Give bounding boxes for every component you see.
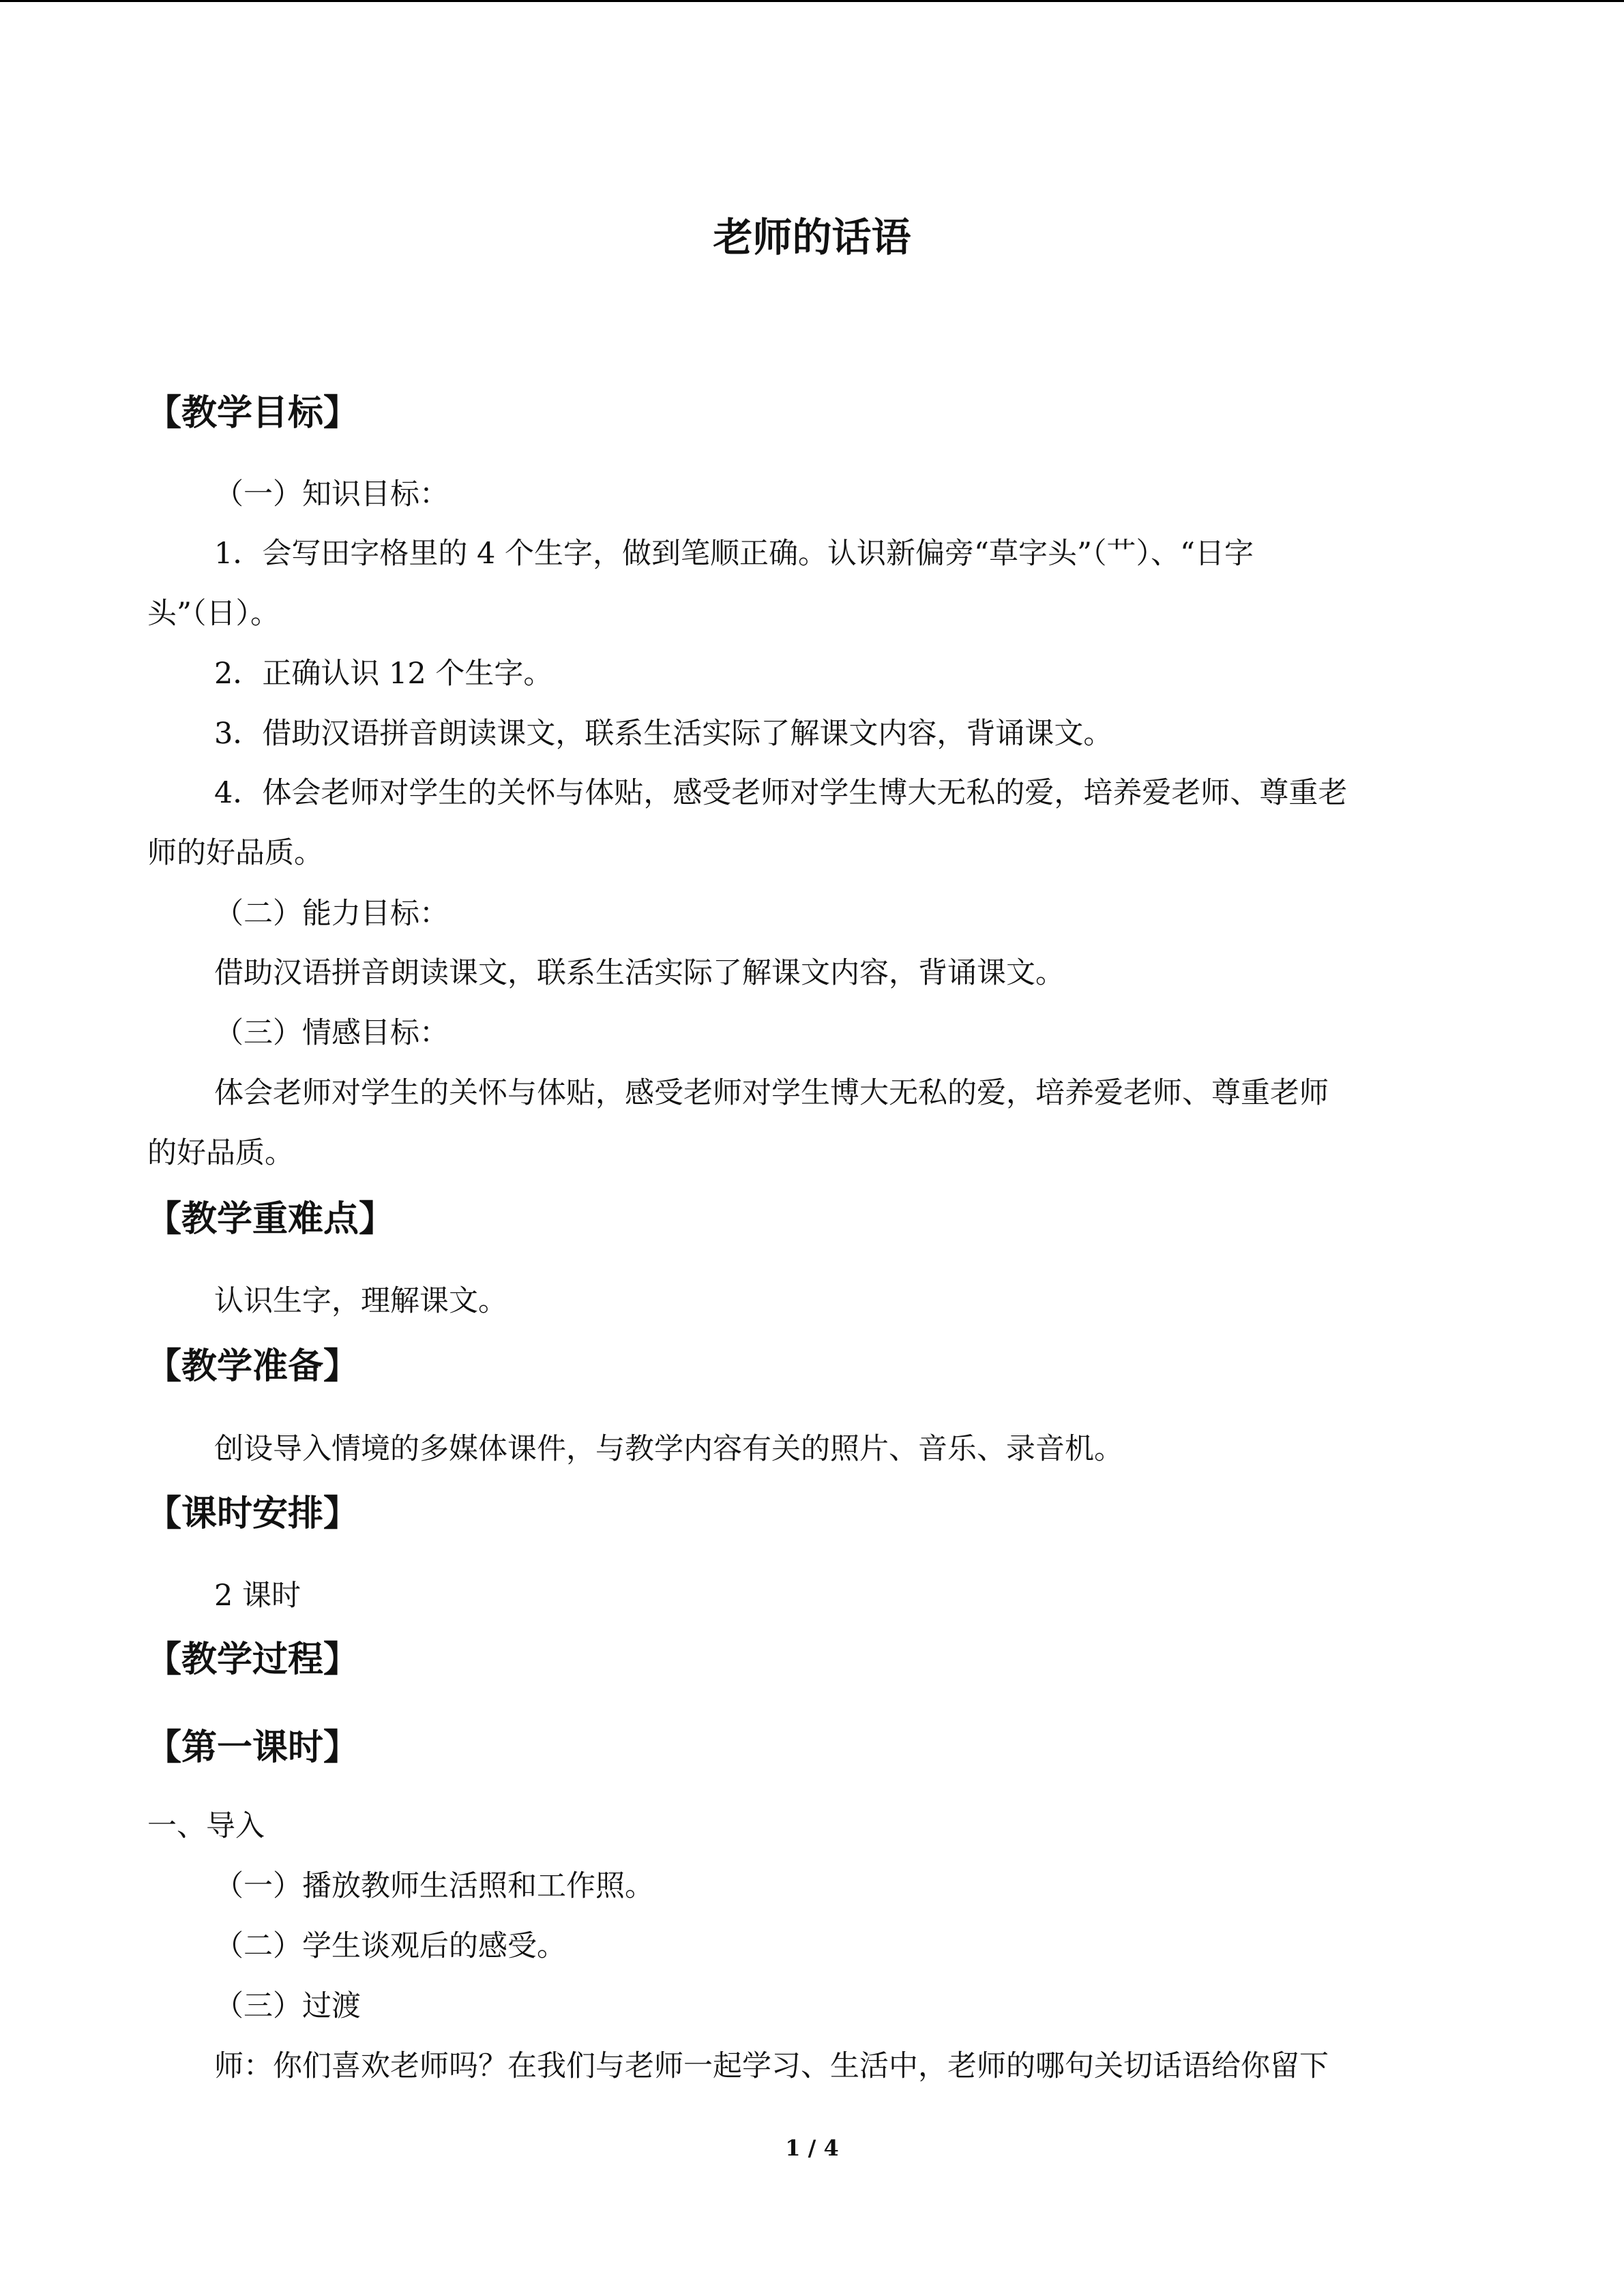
heading-teaching-goals: 【教学目标】 (146, 393, 359, 434)
intro-step-1: （一）播放教师生活照和工作照。 (214, 1869, 654, 1903)
ability-goal-label: （二）能力目标： (214, 897, 449, 931)
key-points-text: 认识生字，理解课文。 (214, 1284, 507, 1318)
emotion-goal-line-2: 的好品质。 (147, 1136, 294, 1170)
page-number: 1 / 4 (785, 2135, 839, 2161)
ability-goal-text: 借助汉语拼音朗读课文，联系生活实际了解课文内容，背诵课文。 (214, 956, 1065, 990)
goal-item-2: 2．正确认识 12 个生字。 (214, 657, 553, 691)
goal-item-4-line-2: 师的好品质。 (147, 836, 323, 870)
document-title: 老师的话语 (713, 214, 911, 260)
knowledge-goal-label: （一）知识目标： (214, 477, 449, 511)
heading-preparation: 【教学准备】 (146, 1346, 359, 1387)
goal-item-1-line-1: 1．会写田字格里的 4 个生字，做到笔顺正确。认识新偏旁“草字头”（艹）、“日字 (214, 537, 1254, 571)
goal-item-1-line-2: 头”（日）。 (147, 597, 280, 631)
section-introduction: 一、导入 (147, 1809, 265, 1843)
heading-key-points: 【教学重难点】 (146, 1199, 395, 1240)
goal-item-4-line-1: 4．体会老师对学生的关怀与体贴，感受老师对学生博大无私的爱，培养爱老师、尊重老 (214, 776, 1348, 810)
intro-step-2: （二）学生谈观后的感受。 (214, 1929, 566, 1963)
emotion-goal-line-1: 体会老师对学生的关怀与体贴，感受老师对学生博大无私的爱，培养爱老师、尊重老师 (214, 1076, 1329, 1110)
goal-item-3: 3．借助汉语拼音朗读课文，联系生活实际了解课文内容，背诵课文。 (214, 717, 1113, 751)
intro-step-3: （三）过渡 (214, 1989, 361, 2023)
heading-teaching-process: 【教学过程】 (146, 1639, 359, 1680)
schedule-text: 2 课时 (214, 1579, 301, 1613)
emotion-goal-label: （三）情感目标： (214, 1016, 449, 1050)
preparation-text: 创设导入情境的多媒体课件，与教学内容有关的照片、音乐、录音机。 (214, 1432, 1123, 1466)
heading-first-lesson: 【第一课时】 (146, 1727, 359, 1768)
heading-schedule: 【课时安排】 (146, 1493, 359, 1534)
teacher-dialogue-line: 师：你们喜欢老师吗？在我们与老师一起学习、生活中，老师的哪句关切话语给你留下 (214, 2049, 1329, 2083)
